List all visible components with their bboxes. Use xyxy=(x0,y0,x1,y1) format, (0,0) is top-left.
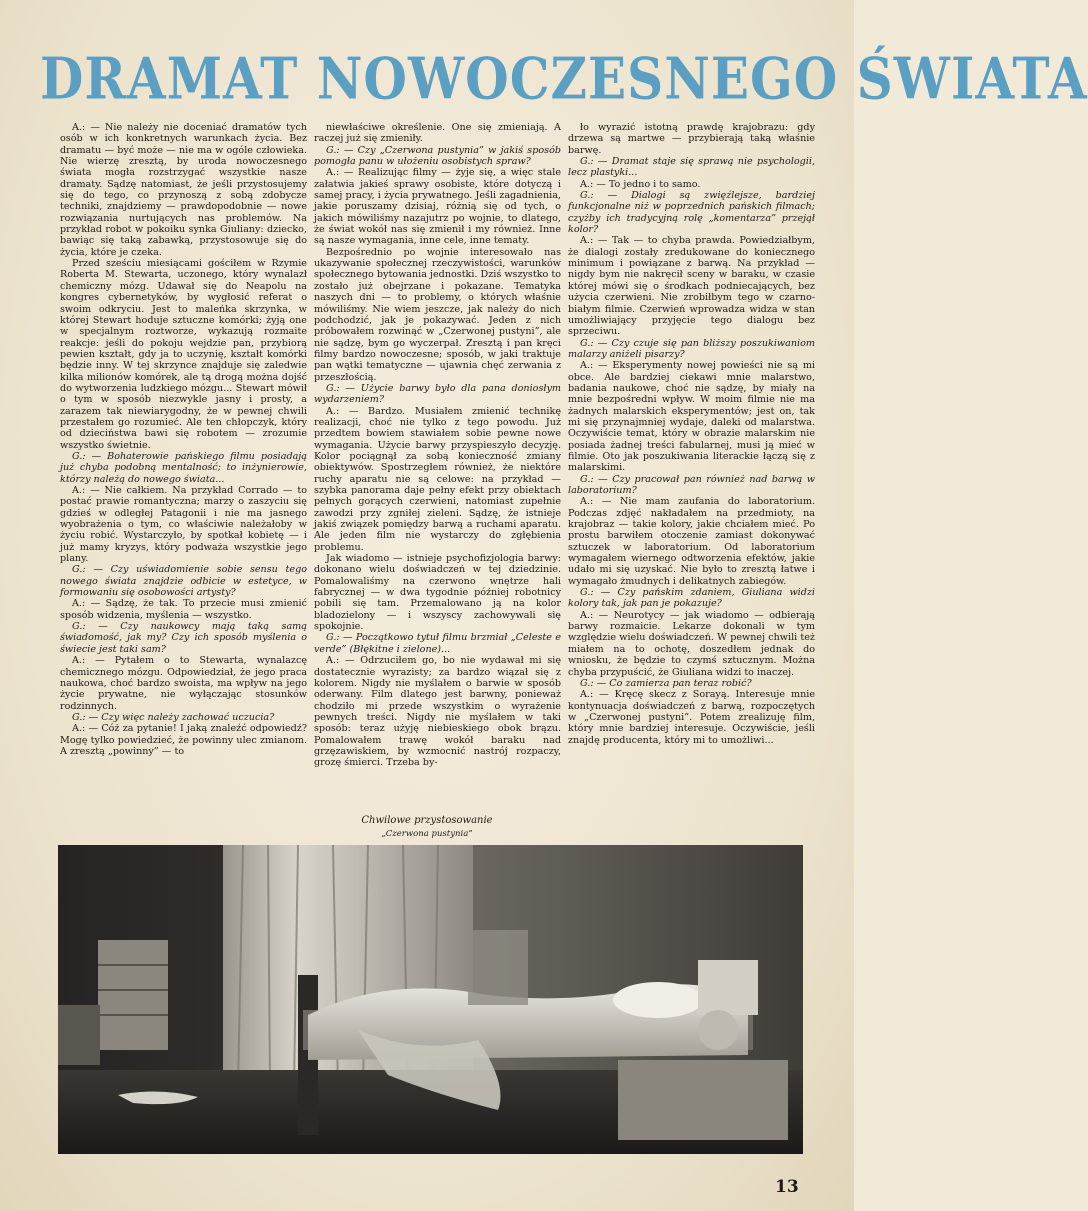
page-number: 13 xyxy=(775,1177,799,1197)
side-chair xyxy=(58,1005,100,1065)
toy-robot-head xyxy=(698,960,758,1015)
text-column-2 xyxy=(314,122,561,810)
photo-caption-film: „Czerwona pustynia” xyxy=(381,829,473,839)
interview-question: G.: — Czy więc należy zachować uczucia? xyxy=(72,711,275,723)
toy-table xyxy=(618,1060,788,1140)
interview-question: G.: — Czy pańskim zdaniem, Giuliana widzi kolory tak, jak pan je pokazuje? xyxy=(568,587,815,610)
interview-question: G.: — Czy czuje się pan bliższy poszukiwaniom malarzy aniżeli pisarzy? xyxy=(568,337,815,360)
interview-paragraph: A.: — Cóż za pytanie! I jaką znaleźć odpowiedź? Mogę tylko powiedzieć, że powinny ulec zmianom. A zresztą „powinny” — to xyxy=(60,723,307,757)
interview-paragraph: Jak wiadomo — istnieje psychofizjologia barwy: dokonano wielu doświadczeń w tej dziedzinie. Pomalowaliśmy na czerwono wnętrze hali fabrycznej — w dwa tygodnie później robotnicy pobili się tam. Przemalowano ją na kolor bladozielony — i wszyscy zachowywali się spokojnie. xyxy=(314,553,561,633)
interview-paragraph: A.: — Pytałem o to Stewarta, wynalazcę chemicznego mózgu. Odpowiedział, że jego praca naukowa, choć bardzo swoista, ma wpływ na jego życie prywatne, nie wyłączając stosunków rodzinnych. xyxy=(60,655,307,712)
interview-paragraph: A.: — Eksperymenty nowej powieści nie są mi obce. Ale bardziej ciekawi mnie malarstwo, badania naukowe, choć nie sądzę, by miały na mnie bezpośredni wpływ. W moim filmie nie ma żadnych malarskich eksperymentów; jest on, tak mi się przynajmniej wydaje, daleki od malarstwa. Oczywiście temat, który w obrazie malarskim nie posiada żadnej treści fabularnej, musi ją mieć w filmie. Oto jak poszukiwania literackie łączą się z malarskimi. xyxy=(568,360,815,474)
interview-paragraph: A.: — To jedno i to samo. xyxy=(580,178,701,190)
dresser xyxy=(98,940,168,1050)
interview-question: G.: — Czy uświadomienie sobie sensu tego nowego świata znajdzie odbicie w estetyce, w formowaniu się osobowości artysty? xyxy=(60,564,307,599)
photo-caption-title: Chwilowe przystosowanie xyxy=(361,815,493,826)
film-still-illustration xyxy=(58,845,803,1154)
toy-ball xyxy=(698,1010,738,1050)
interview-question: G.: — Czy pracował pan również nad barwą w laboratorium? xyxy=(568,473,815,496)
text-column-1 xyxy=(60,122,307,810)
article-title: DRAMAT NOWOCZESNEGO ŚWIATA xyxy=(40,44,1088,113)
chair-with-clothes xyxy=(468,930,528,1005)
interview-paragraph: A.: — Bardzo. Musiałem zmienić technikę realizacji, choć nie tylko z tego powodu. Już przedtem bowiem stawiałem sobie pewne nowe wymagania. Użycie barwy przyspieszyło decyzję. Kolor pociągnął za sobą konieczność zmiany obiektywów. Spostrzegłem również, że niektóre ruchy aparatu nie są celowe: na przykład — szybka panorama daje pełny efekt przy obiektach pełnych gorących czerwieni, natomiast zupełnie zawodzi przy zgniłej zieleni. Sądzę, że istnieje jakiś związek pomiędzy barwą a ruchami aparatu. Ale jeden film nie wystarczy do zgłębienia problemu. xyxy=(314,405,561,553)
interview-paragraph: Przed sześciu miesiącami gościłem w Rzymie Roberta M. Stewarta, uczonego, który wynalazł chemiczny mózg. Udawał się do Neapolu na kongres cybernetyków, by wygłosić referat o swoim odkryciu. Jest to maleńka skrzynka, w której Stewart hoduje sztuczne komórki; żyją one w specjalnym roztworze, wykazują rozmaite reakcje: jeśli do pokoju wejdzie pan, przybiorą pewien kształt, gdy ja to uczynię, kształt komórki będzie inny. W tej skrzynce znajduje się zaledwie kilka milionów komórek, ale tą drogą można dojść do wytworzenia ludzkiego mózgu... Stewart mówił o tym w sposób niezwykle jasny i prosty, a zarazem tak niewiarygodny, że w pewnej chwili przestałem go rozumieć. Ale ten chłopczyk, który od dzieciństwa bawi się robotem — zrozumie wszystko świetnie. xyxy=(60,258,307,451)
interview-question: G.: — Użycie barwy było dla pana doniosłym wydarzeniem? xyxy=(314,382,561,406)
pillow xyxy=(613,982,703,1018)
interview-paragraph: Bezpośrednio po wojnie interesowało nas ukazywanie społecznej rzeczywistości, warunków społecznego bytowania jednostki. Dziś wszystko to zostało już obejrzane i pokazane. Tematyka naszych dni — to problemy, o których właśnie mówiliśmy. Nie wiem jeszcze, jak należy do nich podchodzić, jak je pokazywać. Jeden z nich próbowałem rozwinąć w „Czerwonej pustyni”, ale nie sądzę, bym go wyczerpał. Zresztą i pan kręci filmy bardzo nowoczesne; sposób, w jaki traktuje pan wątki tematyczne — ujawnia chęć zerwania z przeszłością. xyxy=(314,246,561,383)
interview-question: G.: — Czy „Czerwona pustynia” w jakiś sposób pomogła panu w ułożeniu osobistych spraw? xyxy=(314,144,561,168)
film-still-photo xyxy=(58,845,803,1154)
interview-question: G.: — Początkowo tytuł filmu brzmiał „Celeste e verde” (Błękitne i zielone)... xyxy=(314,632,561,655)
interview-question: G.: — Czy naukowcy mają taką samą świadomość, jak my? Czy ich sposób myślenia o świecie jest taki sam? xyxy=(60,621,307,655)
interview-paragraph: A.: — Nie całkiem. Na przykład Corrado — to postać prawie romantyczna; marzy o zaszyciu się gdzieś w odległej Patagonii i nie ma jasnego wyobrażenia o tym, co właściwie należałoby w życiu robić. Wystarczyło, by spotkał kobietę — i już mamy kryzys, który podważa wszystkie jego plany. xyxy=(60,485,307,565)
interview-paragraph: A.: — Nie mam zaufania do laboratorium. Podczas zdjęć nakładałem na przedmioty, na krajobraz — takie kolory, jakie chciałem mieć. Po prostu barwiłem otoczenie zamiast dokonywać sztuczek w laboratorium. Od laboratorium wymagałem wiernego odtworzenia efektów, jakie udało mi się uzyskać. Nie było to zresztą łatwe i wymagało żmudnych i delikatnych zabiegów. xyxy=(568,496,815,587)
interview-paragraph: A.: — Nie należy nie doceniać dramatów tych osób w ich konkretnych warunkach życia. Bez dramatu — być może — nie ma w ogóle człowieka. Nie wierzę zresztą, by uroda nowoczesnego świata mogła rozstrzygać wszystkie nasze dramaty. Sądzę natomiast, że jeśli przystosujemy się do tego, co przynoszą z sobą zdobycze techniki, znajdziemy — prawdopodobnie — nowe rozwiązania nurtujących nas problemów. Na przykład robot w pokoiku synka Giuliany: dziecko, bawiąc się taką zabawką, przystosowuje się do życia, które je czeka. xyxy=(60,122,307,258)
interview-question: G.: — Co zamierza pan teraz robić? xyxy=(580,677,752,689)
interview-paragraph: A.: — Odrzuciłem go, bo nie wydawał mi się dostatecznie wyrazisty; za bardzo wiązał się z kolorem. Nigdy nie myślałem o barwie w sposób oderwany. Film dlatego jest barwny, ponieważ chodziło mi przede wszystkim o wyrażenie pewnych treści. Nigdy nie myślałem w taki sposób: teraz użyję niebieskiego obok brązu. Pomalowałem trawę wokół baraku nad grzęzawiskiem, by wzmocnić nastrój rozpaczy, grozę śmierci. Trzeba by- xyxy=(314,655,561,769)
interview-paragraph: A.: — Realizując filmy — żyje się, a więc stale załatwia jakieś sprawy osobiste, które dotyczą i samej pracy, i życia prywatnego. Jeśli zagadnienia, jakie poruszamy dzisiaj, różnią się od tych, o jakich mówiliśmy nazajutrz po wojnie, to dlatego, że świat wokół nas się zmienił i my również. Inne są nasze wymagania, inne cele, inne tematy. xyxy=(314,167,561,247)
interview-paragraph: ło wyrazić istotną prawdę krajobrazu: gdy drzewa są martwe — przybierają taką właśnie barwę. xyxy=(568,122,815,156)
interview-paragraph: A.: — Sądzę, że tak. To przecie musi zmienić sposób widzenia, myślenia — wszystko. xyxy=(60,598,307,621)
interview-paragraph: A.: — Tak — to chyba prawda. Powiedziałbym, że dialogi zostały zredukowane do koniecznego minimum i powiązane z barwą. Na przykład — nigdy bym nie nakręcił sceny w baraku, w czasie której mówi się o środkach podniecających, bez użycia czerwieni. Nie zrobiłbym tego w czarno-białym filmie. Czerwień wprowadza widza w stan umożliwiający przyjęcie tego dialogu bez sprzeciwu. xyxy=(568,235,815,338)
interview-question: G.: — Dialogi są zwięźlejsze, bardziej funkcjonalne niż w poprzednich pańskich filmach; czyżby ich tradycyjną rolę „komentarza” przejął kolor? xyxy=(568,190,815,236)
interview-paragraph: A.: — Neurotycy — jak wiadomo — odbierają barwy rozmaicie. Lekarze dokonali w tym względzie wielu doświadczeń. W pewnej chwili też miałem na to ochotę, doszedłem jednak do wniosku, że będzie to czymś sztucznym. Można chyba przypuścić, że Giuliana widzi to inaczej. xyxy=(568,609,815,678)
text-column-3 xyxy=(568,122,815,810)
interview-question: G.: — Bohaterowie pańskiego filmu posiadają już chyba podobną mentalność; to inżynierowie, którzy należą do nowego świata... xyxy=(60,450,307,485)
interview-question: G.: — Dramat staje się sprawą nie psychologii, lecz plastyki... xyxy=(568,156,815,179)
interview-paragraph: A.: — Kręcę skecz z Sorayą. Interesuje mnie kontynuacja doświadczeń z barwą, rozpoczętych w „Czerwonej pustyni”. Potem zrealizuję film, który mnie bardziej interesuje. Oczywiście, jeśli znajdę producenta, który mi to umożliwi... xyxy=(568,689,815,746)
interview-paragraph: niewłaściwe określenie. One się zmieniają. A raczej już się zmieniły. xyxy=(314,122,561,145)
